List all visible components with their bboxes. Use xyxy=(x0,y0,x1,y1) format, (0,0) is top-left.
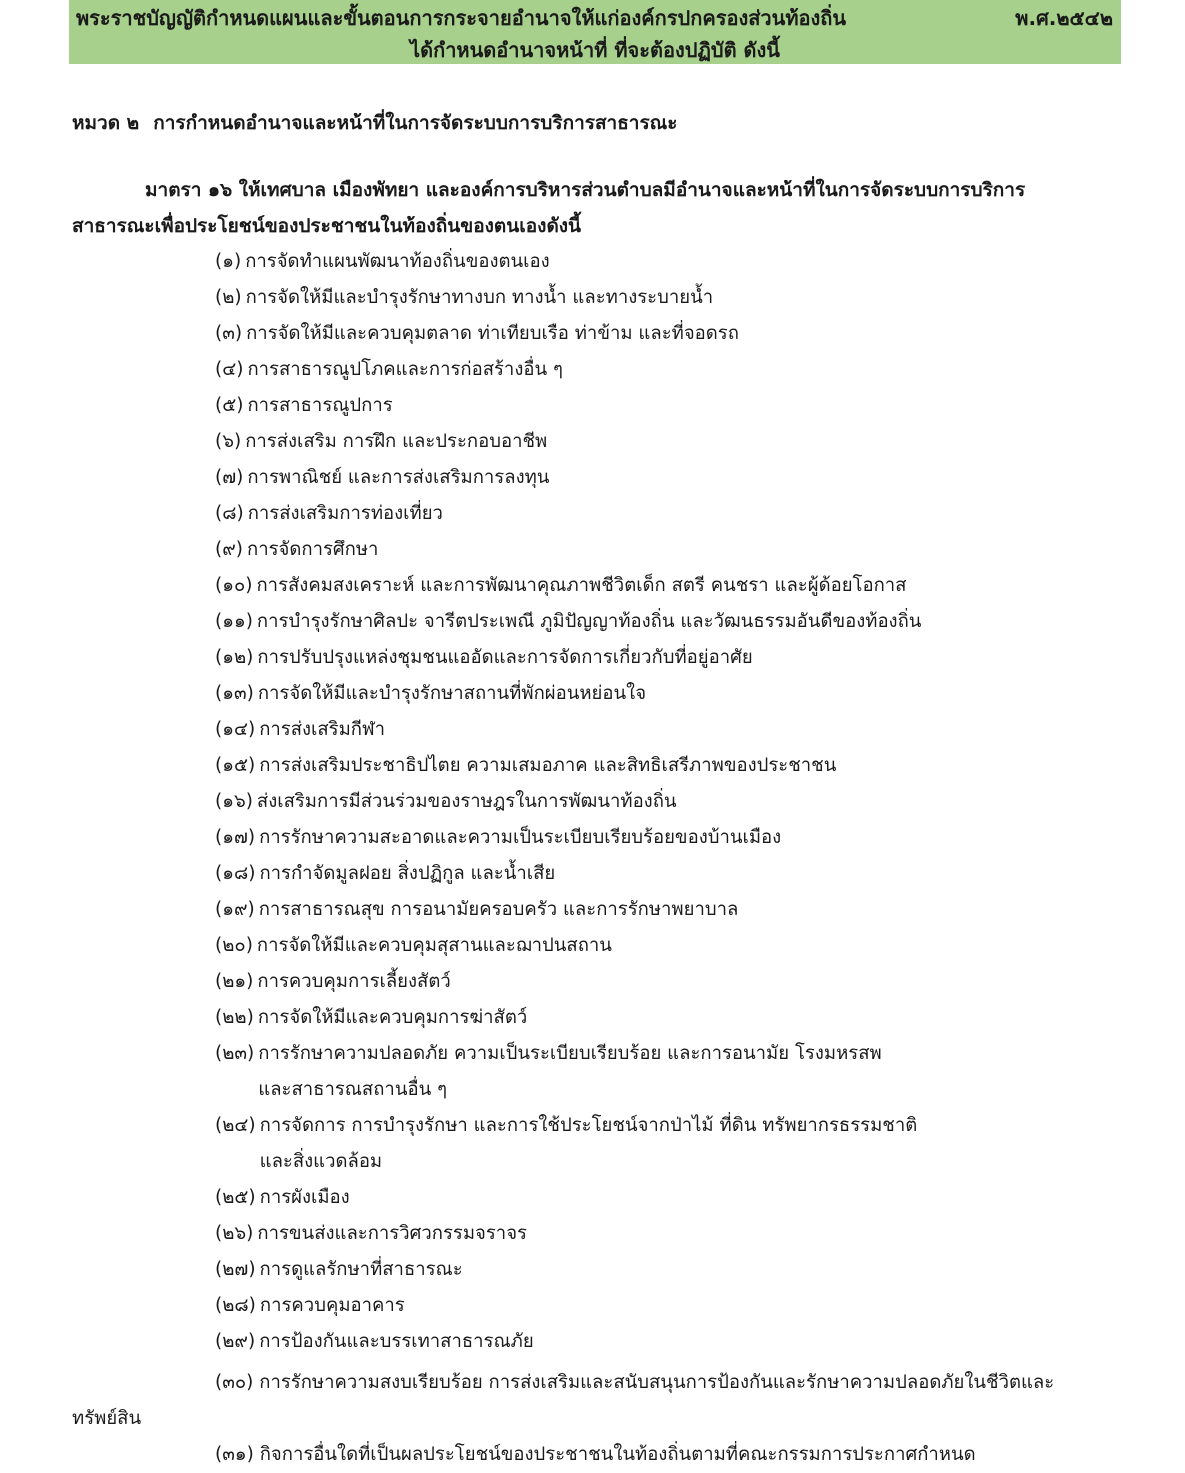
list-item xyxy=(215,712,921,748)
item-number: (๙) xyxy=(215,539,243,560)
item-text-line1: การปรับปรุงแหล่งชุมชนแออัดและการจัดการเกี่ยวกับที่อยู่อาศัย xyxy=(257,647,753,668)
item-number: (๒๒) xyxy=(215,1007,254,1028)
item-text-line1: การกำจัดมูลฝอย สิ่งปฏิกูล และน้ำเสีย xyxy=(259,863,556,884)
list-item xyxy=(215,1324,921,1360)
list-item xyxy=(215,388,921,424)
list-item xyxy=(215,316,921,352)
item-text-line2: และสาธารณสถานอื่น ๆ xyxy=(258,1079,448,1100)
item-text-line1: การจัดให้มีและควบคุมการฆ่าสัตว์ xyxy=(257,1007,528,1028)
item-text xyxy=(259,820,781,856)
item-text-line1: การควบคุมอาคาร xyxy=(259,1295,405,1316)
list-item xyxy=(215,1252,921,1288)
item-text-line1: การจัดให้มีและบำรุงรักษาสถานที่พักผ่อนหย่อนใจ xyxy=(257,683,647,704)
item-number: (๒๔) xyxy=(215,1115,256,1136)
item-number: (๒๕) xyxy=(215,1187,256,1208)
item-text-line1: การจัดการ การบำรุงรักษา และการใช้ประโยชน์จากป่าไม้ ที่ดิน ทรัพยากรธรรมชาติ xyxy=(259,1115,918,1136)
item-number: (๑๓) xyxy=(215,683,254,704)
item-text xyxy=(260,1288,405,1324)
item-text-line1: การสังคมสงเคราะห์ และการพัฒนาคุณภาพชีวิตเด็ก สตรี คนชรา และผู้ด้อยโอกาส xyxy=(256,575,907,596)
item-text-line1: การรักษาความสะอาดและความเป็นระเบียบเรียบร้อยของบ้านเมือง xyxy=(259,827,782,848)
item-number: (๕) xyxy=(215,395,244,416)
list-item xyxy=(215,640,921,676)
list-item xyxy=(215,1288,921,1324)
item-text-line1: การพาณิชย์ และการส่งเสริมการลงทุน xyxy=(247,467,550,488)
item-text-line1: การจัดทำแผนพัฒนาท้องถิ่นของตนเอง xyxy=(245,251,550,272)
list-item-30-continuation: ทรัพย์สิน xyxy=(72,1408,142,1429)
item-text xyxy=(257,928,612,964)
item-number: (๑๒) xyxy=(215,647,254,668)
item-number: (๒๙) xyxy=(215,1331,256,1352)
item-text xyxy=(257,784,677,820)
item-text xyxy=(259,856,555,892)
item-text xyxy=(246,280,714,316)
item-text-line1: การส่งเสริมกีฬา xyxy=(259,719,386,740)
list-item xyxy=(215,892,921,928)
item-number: (๑) xyxy=(215,251,242,272)
header-title-line2: ได้กำหนดอำนาจหน้าที่ ที่จะต้องปฏิบัติ ดังนี้ xyxy=(410,38,780,62)
header-title-line1: พระราชบัญญัติกำหนดแผนและขั้นตอนการกระจายอำนาจให้แก่องค์กรปกครองส่วนท้องถิ่น xyxy=(76,6,847,30)
item-text-line1: การจัดให้มีและควบคุมสุสานและฌาปนสถาน xyxy=(256,935,612,956)
item-text xyxy=(258,676,646,712)
item-text-line1: การส่งเสริม การฝึก และประกอบอาชีพ xyxy=(245,431,548,452)
item-text xyxy=(259,712,385,748)
item-text-line1: การส่งเสริมการท่องเที่ยว xyxy=(247,503,443,524)
list-item xyxy=(215,244,921,280)
item-number: (๑๑) xyxy=(215,611,253,632)
list-item xyxy=(215,352,921,388)
item-number: (๒๘) xyxy=(215,1295,256,1316)
section-text-line2: สาธารณะเพื่อประโยชน์ของประชาชนในท้องถิ่นของตนเองดังนี้ xyxy=(72,215,582,237)
item-text-line1: การจัดการศึกษา xyxy=(247,539,379,560)
item-number: (๑๐) xyxy=(215,575,253,596)
item-text-line1: การสาธารณูปโภคและการก่อสร้างอื่น ๆ xyxy=(247,359,563,380)
item-text-line1: การจัดให้มีและบำรุงรักษาทางบก ทางน้ำ และทางระบายน้ำ xyxy=(245,287,714,308)
item-text xyxy=(258,1036,881,1108)
item-text xyxy=(257,1216,527,1252)
list-item xyxy=(215,604,921,640)
item-text-line2: และสิ่งแวดล้อม xyxy=(259,1151,383,1172)
section-text-line1: มาตรา ๑๖ ให้เทศบาล เมืองพัทยา และองค์การบริหารส่วนตำบลมีอำนาจและหน้าที่ในการจัดระบบการบริการ xyxy=(145,179,1026,201)
chapter-heading xyxy=(72,108,678,138)
list-item xyxy=(215,1180,921,1216)
item-text-line1: การดูแลรักษาที่สาธารณะ xyxy=(259,1259,463,1280)
item-text xyxy=(257,604,922,640)
list-item xyxy=(215,280,921,316)
list-item xyxy=(215,964,921,1000)
item-text xyxy=(245,244,549,280)
item-number: (๗) xyxy=(215,467,244,488)
item-text-line1: การบำรุงรักษาศิลปะ จารีตประเพณี ภูมิปัญญาท้องถิ่น และวัฒนธรรมอันดีของท้องถิ่น xyxy=(256,611,922,632)
item-text-line1: ส่งเสริมการมีส่วนร่วมของราษฎรในการพัฒนาท้องถิ่น xyxy=(256,791,677,812)
list-item xyxy=(215,1000,921,1036)
item-number: (๒๑) xyxy=(215,971,254,992)
list-item xyxy=(215,856,921,892)
item-text xyxy=(248,496,443,532)
item-number: (๑๖) xyxy=(215,791,253,812)
item-text-line1: การสาธารณูปการ xyxy=(247,395,393,416)
item-number: (๑๕) xyxy=(215,755,256,776)
item-text xyxy=(247,460,549,496)
list-item-31 xyxy=(215,1437,976,1473)
list-item xyxy=(215,496,921,532)
item-text xyxy=(257,964,450,1000)
item-text xyxy=(256,568,906,604)
item-text: กิจการอื่นใดที่เป็นผลประโยชน์ของประชาชนในท้องถิ่นตามที่คณะกรรมการประกาศกำหนด xyxy=(259,1444,976,1465)
item-number: (๒๗) xyxy=(215,1259,256,1280)
item-text xyxy=(257,640,752,676)
item-text xyxy=(259,748,836,784)
item-text-line1: การควบคุมการเลี้ยงสัตว์ xyxy=(257,971,451,992)
list-item xyxy=(215,1036,921,1108)
list-item xyxy=(215,748,921,784)
item-text: การรักษาความสงบเรียบร้อย การส่งเสริมและสนับสนุนการป้องกันและรักษาความปลอดภัยในชีวิตและ xyxy=(259,1372,1055,1393)
item-text xyxy=(259,1324,533,1360)
item-number: (๒๖) xyxy=(215,1223,254,1244)
chapter-title: การกำหนดอำนาจและหน้าที่ในการจัดระบบการบริการสาธารณะ xyxy=(153,112,678,134)
list-item xyxy=(215,928,921,964)
item-number: (๓๑) xyxy=(215,1444,254,1465)
item-text-line1: การป้องกันและบรรเทาสาธารณภัย xyxy=(259,1331,534,1352)
header-year: พ.ศ.๒๕๔๒ xyxy=(1015,6,1113,30)
item-text xyxy=(247,532,378,568)
item-text xyxy=(260,1252,463,1288)
item-number: (๑๙) xyxy=(215,899,255,920)
item-text xyxy=(259,892,739,928)
item-text-line1: การสาธารณสุข การอนามัยครอบครัว และการรักษาพยาบาล xyxy=(258,899,739,920)
item-text xyxy=(260,1180,350,1216)
list-item xyxy=(215,532,921,568)
chapter-label: หมวด ๒ xyxy=(72,112,140,134)
list-item-30 xyxy=(215,1365,1054,1401)
item-number: (๑๘) xyxy=(215,863,256,884)
item-number: (๖) xyxy=(215,431,242,452)
item-text xyxy=(246,316,739,352)
item-text xyxy=(247,388,392,424)
duty-list xyxy=(215,244,921,1360)
item-number: (๒๓) xyxy=(215,1043,255,1064)
item-number: (๒๐) xyxy=(215,935,253,956)
item-text xyxy=(258,1000,527,1036)
item-number: (๑๔) xyxy=(215,719,256,740)
item-text xyxy=(247,352,563,388)
item-text-line1: การรักษาความปลอดภัย ความเป็นระเบียบเรียบร้อย และการอนามัย โรงมหรสพ xyxy=(258,1043,882,1064)
item-number: (๓๐) xyxy=(215,1372,254,1393)
item-number: (๘) xyxy=(215,503,244,524)
item-number: (๔) xyxy=(215,359,244,380)
item-number: (๒) xyxy=(215,287,242,308)
item-text xyxy=(260,1108,918,1180)
list-item xyxy=(215,568,921,604)
item-text-line1: การขนส่งและการวิศวกรรมจราจร xyxy=(257,1223,527,1244)
list-item xyxy=(215,460,921,496)
list-item xyxy=(215,424,921,460)
item-number: (๓) xyxy=(215,323,243,344)
item-text xyxy=(245,424,547,460)
item-text-line1: การจัดให้มีและควบคุมตลาด ท่าเทียบเรือ ท่าข้าม และที่จอดรถ xyxy=(246,323,739,344)
list-item xyxy=(215,676,921,712)
list-item xyxy=(215,820,921,856)
list-item xyxy=(215,1216,921,1252)
list-item xyxy=(215,784,921,820)
item-text-line1: การผังเมือง xyxy=(259,1187,350,1208)
list-item xyxy=(215,1108,921,1180)
item-text-line1: การส่งเสริมประชาธิปไตย ความเสมอภาค และสิทธิเสรีภาพของประชาชน xyxy=(259,755,837,776)
item-number: (๑๗) xyxy=(215,827,256,848)
